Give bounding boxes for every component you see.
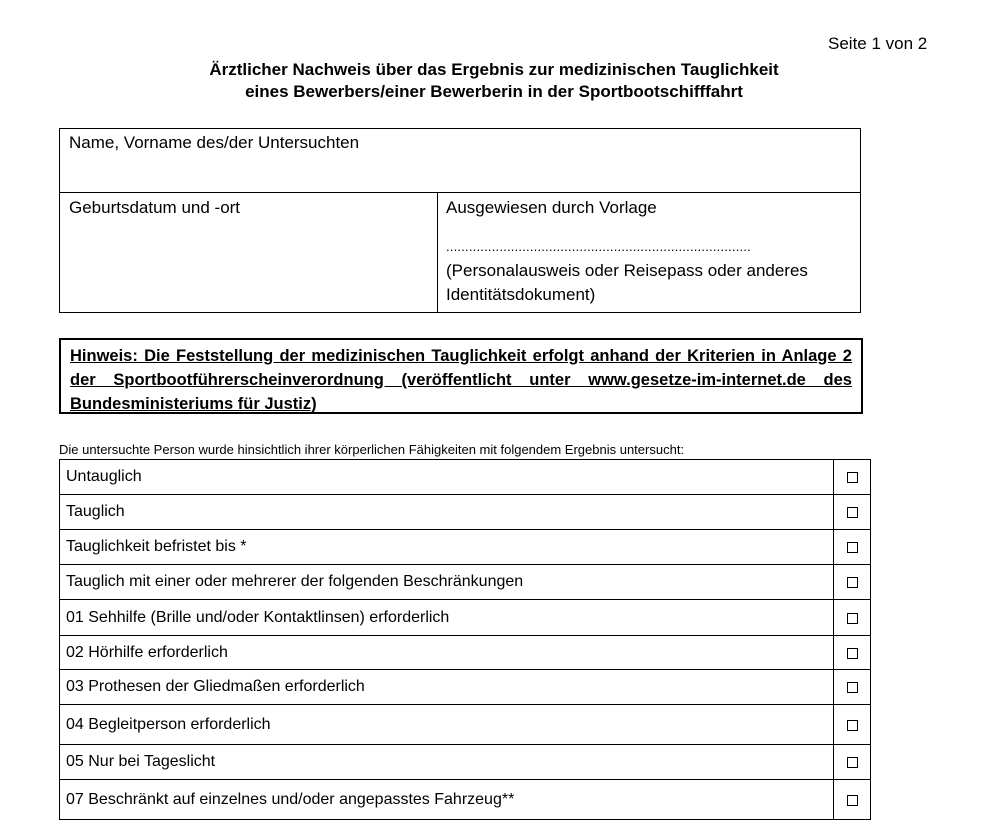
result-checkbox[interactable]	[847, 757, 858, 768]
result-row	[60, 600, 871, 636]
page-number: Seite 1 von 2	[828, 34, 928, 53]
result-checkbox[interactable]	[847, 577, 858, 588]
result-label: Tauglich	[60, 495, 834, 530]
result-label: Untauglich	[60, 460, 834, 495]
identity-fill-line: ................................................................................	[446, 239, 751, 254]
personal-data-form	[59, 128, 861, 313]
result-row	[60, 565, 871, 600]
result-row	[60, 460, 871, 495]
result-checkbox-cell	[834, 705, 871, 745]
identity-field[interactable]	[438, 193, 860, 313]
result-label: 03 Prothesen der Gliedmaßen erforderlich	[60, 670, 834, 705]
result-row	[60, 745, 871, 780]
result-label: 01 Sehhilfe (Brille und/oder Kontaktlinsen) erforderlich	[60, 600, 834, 636]
result-row	[60, 670, 871, 705]
result-checkbox[interactable]	[847, 720, 858, 731]
result-checkbox[interactable]	[847, 507, 858, 518]
result-checkbox-cell	[834, 780, 871, 820]
result-label: 05 Nur bei Tageslicht	[60, 745, 834, 780]
name-field-label: Name, Vorname des/der Untersuchten	[69, 133, 360, 152]
result-checkbox-cell	[834, 670, 871, 705]
result-checkbox-cell	[834, 565, 871, 600]
title-line-1: Ärztlicher Nachweis über das Ergebnis zur medizinischen Tauglichkeit	[209, 60, 779, 79]
result-label: 07 Beschränkt auf einzelnes und/oder angepasstes Fahrzeug**	[60, 780, 834, 820]
hint-text: Hinweis: Die Feststellung der medizinischen Tauglichkeit erfolgt anhand der Kriterien in Anlage 2 der Sportbootführerscheinverordnung (veröffentlicht unter www.gesetze-im-internet.de des Bundesministeriums für Justiz)	[70, 347, 852, 413]
result-checkbox-cell	[834, 636, 871, 670]
result-row	[60, 495, 871, 530]
result-checkbox[interactable]	[847, 795, 858, 806]
result-label: 02 Hörhilfe erforderlich	[60, 636, 834, 670]
result-checkbox[interactable]	[847, 648, 858, 659]
result-checkbox[interactable]	[847, 542, 858, 553]
result-row	[60, 530, 871, 565]
identity-field-note: (Personalausweis oder Reisepass oder anderes Identitätsdokument)	[446, 261, 808, 304]
hint-box	[59, 338, 863, 414]
title-line-2: eines Bewerbers/einer Bewerberin in der Sportbootschifffahrt	[245, 82, 743, 101]
result-checkbox-cell	[834, 600, 871, 636]
result-checkbox[interactable]	[847, 682, 858, 693]
result-row	[60, 636, 871, 670]
identity-field-label: Ausgewiesen durch Vorlage	[446, 198, 657, 217]
result-table	[59, 459, 871, 820]
result-checkbox-cell	[834, 460, 871, 495]
result-row	[60, 780, 871, 820]
result-checkbox-cell	[834, 745, 871, 780]
result-label: 04 Begleitperson erforderlich	[60, 705, 834, 745]
name-field[interactable]	[60, 129, 860, 193]
result-checkbox-cell	[834, 495, 871, 530]
birth-field[interactable]	[60, 193, 438, 313]
birth-field-label: Geburtsdatum und -ort	[69, 198, 241, 217]
result-checkbox[interactable]	[847, 613, 858, 624]
result-checkbox[interactable]	[847, 472, 858, 483]
result-label: Tauglich mit einer oder mehrerer der folgenden Beschränkungen	[60, 565, 834, 600]
intro-text: Die untersuchte Person wurde hinsichtlich ihrer körperlichen Fähigkeiten mit folgendem Ergebnis untersucht:	[59, 442, 685, 457]
result-label: Tauglichkeit befristet bis *	[60, 530, 834, 565]
document-title	[0, 59, 988, 103]
result-checkbox-cell	[834, 530, 871, 565]
result-row	[60, 705, 871, 745]
